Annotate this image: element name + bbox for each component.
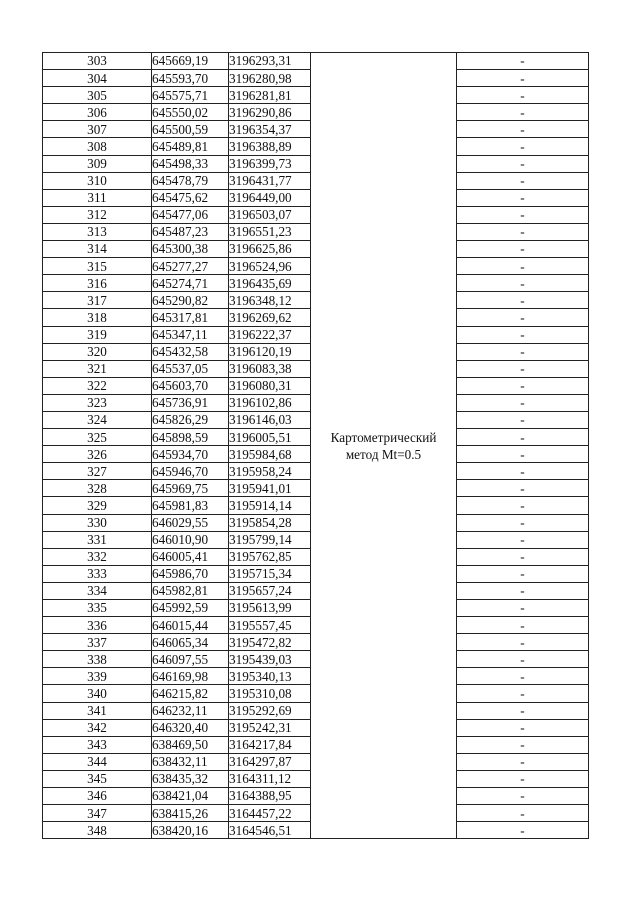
y-coordinate-cell: 3195472,82 — [229, 634, 311, 651]
y-coordinate-cell: 3196348,12 — [229, 292, 311, 309]
point-number-cell: 337 — [43, 634, 152, 651]
accuracy-cell: - — [457, 788, 589, 805]
x-coordinate-cell: 645982,81 — [152, 582, 229, 599]
point-number-cell: 323 — [43, 394, 152, 411]
x-coordinate-cell: 646320,40 — [152, 719, 229, 736]
x-coordinate-cell: 645946,70 — [152, 463, 229, 480]
point-number-cell: 309 — [43, 155, 152, 172]
x-coordinate-cell: 645487,23 — [152, 223, 229, 240]
accuracy-cell: - — [457, 531, 589, 548]
y-coordinate-cell: 3196222,37 — [229, 326, 311, 343]
x-coordinate-cell: 645826,29 — [152, 411, 229, 428]
y-coordinate-cell: 3196102,86 — [229, 394, 311, 411]
accuracy-cell: - — [457, 155, 589, 172]
x-coordinate-cell: 638469,50 — [152, 736, 229, 753]
accuracy-cell: - — [457, 70, 589, 87]
accuracy-cell: - — [457, 770, 589, 787]
x-coordinate-cell: 645992,59 — [152, 600, 229, 617]
accuracy-cell: - — [457, 548, 589, 565]
y-coordinate-cell: 3195941,01 — [229, 480, 311, 497]
point-number-cell: 314 — [43, 241, 152, 258]
point-number-cell: 327 — [43, 463, 152, 480]
y-coordinate-cell: 3196399,73 — [229, 155, 311, 172]
accuracy-cell: - — [457, 617, 589, 634]
accuracy-cell: - — [457, 480, 589, 497]
accuracy-cell: - — [457, 189, 589, 206]
accuracy-cell: - — [457, 651, 589, 668]
x-coordinate-cell: 645593,70 — [152, 70, 229, 87]
point-number-cell: 338 — [43, 651, 152, 668]
accuracy-cell: - — [457, 241, 589, 258]
x-coordinate-cell: 646015,44 — [152, 617, 229, 634]
point-number-cell: 322 — [43, 377, 152, 394]
point-number-cell: 346 — [43, 788, 152, 805]
x-coordinate-cell: 645550,02 — [152, 104, 229, 121]
point-number-cell: 343 — [43, 736, 152, 753]
point-number-cell: 336 — [43, 617, 152, 634]
accuracy-cell: - — [457, 53, 589, 70]
accuracy-cell: - — [457, 719, 589, 736]
point-number-cell: 319 — [43, 326, 152, 343]
point-number-cell: 345 — [43, 770, 152, 787]
y-coordinate-cell: 3196290,86 — [229, 104, 311, 121]
point-number-cell: 311 — [43, 189, 152, 206]
accuracy-cell: - — [457, 429, 589, 446]
point-number-cell: 331 — [43, 531, 152, 548]
accuracy-cell: - — [457, 360, 589, 377]
accuracy-cell: - — [457, 600, 589, 617]
accuracy-cell: - — [457, 565, 589, 582]
point-number-cell: 329 — [43, 497, 152, 514]
x-coordinate-cell: 645981,83 — [152, 497, 229, 514]
x-coordinate-cell: 645347,11 — [152, 326, 229, 343]
accuracy-cell: - — [457, 138, 589, 155]
x-coordinate-cell: 645432,58 — [152, 343, 229, 360]
accuracy-cell: - — [457, 582, 589, 599]
point-number-cell: 347 — [43, 805, 152, 822]
point-number-cell: 325 — [43, 429, 152, 446]
x-coordinate-cell: 645290,82 — [152, 292, 229, 309]
y-coordinate-cell: 3195914,14 — [229, 497, 311, 514]
accuracy-cell: - — [457, 326, 589, 343]
accuracy-cell: - — [457, 121, 589, 138]
y-coordinate-cell: 3195984,68 — [229, 446, 311, 463]
accuracy-cell: - — [457, 822, 589, 839]
y-coordinate-cell: 3196080,31 — [229, 377, 311, 394]
y-coordinate-cell: 3195242,31 — [229, 719, 311, 736]
y-coordinate-cell: 3196449,00 — [229, 189, 311, 206]
x-coordinate-cell: 645477,06 — [152, 206, 229, 223]
point-number-cell: 306 — [43, 104, 152, 121]
x-coordinate-cell: 645277,27 — [152, 258, 229, 275]
y-coordinate-cell: 3196388,89 — [229, 138, 311, 155]
y-coordinate-cell: 3164297,87 — [229, 753, 311, 770]
y-coordinate-cell: 3195715,34 — [229, 565, 311, 582]
y-coordinate-cell: 3195310,08 — [229, 685, 311, 702]
point-number-cell: 330 — [43, 514, 152, 531]
accuracy-cell: - — [457, 702, 589, 719]
accuracy-cell: - — [457, 104, 589, 121]
accuracy-cell: - — [457, 446, 589, 463]
x-coordinate-cell: 645575,71 — [152, 87, 229, 104]
accuracy-cell: - — [457, 394, 589, 411]
point-number-cell: 324 — [43, 411, 152, 428]
accuracy-cell: - — [457, 343, 589, 360]
accuracy-cell: - — [457, 206, 589, 223]
x-coordinate-cell: 646029,55 — [152, 514, 229, 531]
point-number-cell: 339 — [43, 668, 152, 685]
accuracy-cell: - — [457, 497, 589, 514]
point-number-cell: 318 — [43, 309, 152, 326]
accuracy-cell: - — [457, 275, 589, 292]
x-coordinate-cell: 645475,62 — [152, 189, 229, 206]
x-coordinate-cell: 645986,70 — [152, 565, 229, 582]
y-coordinate-cell: 3195799,14 — [229, 531, 311, 548]
y-coordinate-cell: 3195439,03 — [229, 651, 311, 668]
x-coordinate-cell: 645500,59 — [152, 121, 229, 138]
point-number-cell: 333 — [43, 565, 152, 582]
method-text-line: Картометрический — [330, 429, 437, 445]
x-coordinate-cell: 646232,11 — [152, 702, 229, 719]
y-coordinate-cell: 3196354,37 — [229, 121, 311, 138]
x-coordinate-cell: 645300,38 — [152, 241, 229, 258]
y-coordinate-cell: 3195762,85 — [229, 548, 311, 565]
y-coordinate-cell: 3196503,07 — [229, 206, 311, 223]
y-coordinate-cell: 3164546,51 — [229, 822, 311, 839]
x-coordinate-cell: 646169,98 — [152, 668, 229, 685]
accuracy-cell: - — [457, 258, 589, 275]
x-coordinate-cell: 638421,04 — [152, 788, 229, 805]
x-coordinate-cell: 645603,70 — [152, 377, 229, 394]
point-number-cell: 315 — [43, 258, 152, 275]
x-coordinate-cell: 646005,41 — [152, 548, 229, 565]
point-number-cell: 307 — [43, 121, 152, 138]
x-coordinate-cell: 645969,75 — [152, 480, 229, 497]
point-number-cell: 332 — [43, 548, 152, 565]
y-coordinate-cell: 3196435,69 — [229, 275, 311, 292]
x-coordinate-cell: 646215,82 — [152, 685, 229, 702]
x-coordinate-cell: 638420,16 — [152, 822, 229, 839]
point-number-cell: 305 — [43, 87, 152, 104]
point-number-cell: 316 — [43, 275, 152, 292]
accuracy-cell: - — [457, 514, 589, 531]
point-number-cell: 312 — [43, 206, 152, 223]
y-coordinate-cell: 3196625,86 — [229, 241, 311, 258]
accuracy-cell: - — [457, 172, 589, 189]
point-number-cell: 328 — [43, 480, 152, 497]
table-row — [43, 53, 589, 70]
x-coordinate-cell: 638415,26 — [152, 805, 229, 822]
x-coordinate-cell: 645498,33 — [152, 155, 229, 172]
y-coordinate-cell: 3195557,45 — [229, 617, 311, 634]
x-coordinate-cell: 645317,81 — [152, 309, 229, 326]
x-coordinate-cell: 645898,59 — [152, 429, 229, 446]
accuracy-cell: - — [457, 292, 589, 309]
point-number-cell: 326 — [43, 446, 152, 463]
point-number-cell: 341 — [43, 702, 152, 719]
method-text-line: метод Mt=0.5 — [345, 446, 422, 462]
y-coordinate-cell: 3195340,13 — [229, 668, 311, 685]
x-coordinate-cell: 645736,91 — [152, 394, 229, 411]
x-coordinate-cell: 645537,05 — [152, 360, 229, 377]
y-coordinate-cell: 3164457,22 — [229, 805, 311, 822]
y-coordinate-cell: 3196281,81 — [229, 87, 311, 104]
y-coordinate-cell: 3196005,51 — [229, 429, 311, 446]
point-number-cell: 342 — [43, 719, 152, 736]
point-number-cell: 321 — [43, 360, 152, 377]
x-coordinate-cell: 638435,32 — [152, 770, 229, 787]
accuracy-cell: - — [457, 377, 589, 394]
y-coordinate-cell: 3195657,24 — [229, 582, 311, 599]
point-number-cell: 308 — [43, 138, 152, 155]
x-coordinate-cell: 645489,81 — [152, 138, 229, 155]
accuracy-cell: - — [457, 87, 589, 104]
y-coordinate-cell: 3196293,31 — [229, 53, 311, 70]
x-coordinate-cell: 638432,11 — [152, 753, 229, 770]
y-coordinate-cell: 3196146,03 — [229, 411, 311, 428]
point-number-cell: 303 — [43, 53, 152, 70]
y-coordinate-cell: 3196120,19 — [229, 343, 311, 360]
accuracy-cell: - — [457, 634, 589, 651]
x-coordinate-cell: 646065,34 — [152, 634, 229, 651]
x-coordinate-cell: 646010,90 — [152, 531, 229, 548]
coordinates-table-body — [43, 53, 589, 839]
x-coordinate-cell: 646097,55 — [152, 651, 229, 668]
coordinates-table — [42, 52, 589, 839]
y-coordinate-cell: 3164217,84 — [229, 736, 311, 753]
point-number-cell: 304 — [43, 70, 152, 87]
y-coordinate-cell: 3196280,98 — [229, 70, 311, 87]
accuracy-cell: - — [457, 736, 589, 753]
y-coordinate-cell: 3164388,95 — [229, 788, 311, 805]
accuracy-cell: - — [457, 685, 589, 702]
accuracy-cell: - — [457, 805, 589, 822]
y-coordinate-cell: 3195613,99 — [229, 600, 311, 617]
accuracy-cell: - — [457, 223, 589, 240]
point-number-cell: 340 — [43, 685, 152, 702]
x-coordinate-cell: 645478,79 — [152, 172, 229, 189]
y-coordinate-cell: 3196431,77 — [229, 172, 311, 189]
point-number-cell: 317 — [43, 292, 152, 309]
y-coordinate-cell: 3195854,28 — [229, 514, 311, 531]
point-number-cell: 348 — [43, 822, 152, 839]
method-cell — [311, 53, 457, 839]
x-coordinate-cell: 645669,19 — [152, 53, 229, 70]
y-coordinate-cell: 3195958,24 — [229, 463, 311, 480]
y-coordinate-cell: 3196524,96 — [229, 258, 311, 275]
point-number-cell: 335 — [43, 600, 152, 617]
y-coordinate-cell: 3196083,38 — [229, 360, 311, 377]
x-coordinate-cell: 645274,71 — [152, 275, 229, 292]
y-coordinate-cell: 3164311,12 — [229, 770, 311, 787]
point-number-cell: 310 — [43, 172, 152, 189]
point-number-cell: 320 — [43, 343, 152, 360]
y-coordinate-cell: 3196269,62 — [229, 309, 311, 326]
accuracy-cell: - — [457, 463, 589, 480]
point-number-cell: 344 — [43, 753, 152, 770]
y-coordinate-cell: 3195292,69 — [229, 702, 311, 719]
point-number-cell: 313 — [43, 223, 152, 240]
accuracy-cell: - — [457, 309, 589, 326]
x-coordinate-cell: 645934,70 — [152, 446, 229, 463]
accuracy-cell: - — [457, 668, 589, 685]
y-coordinate-cell: 3196551,23 — [229, 223, 311, 240]
point-number-cell: 334 — [43, 582, 152, 599]
accuracy-cell: - — [457, 753, 589, 770]
accuracy-cell: - — [457, 411, 589, 428]
